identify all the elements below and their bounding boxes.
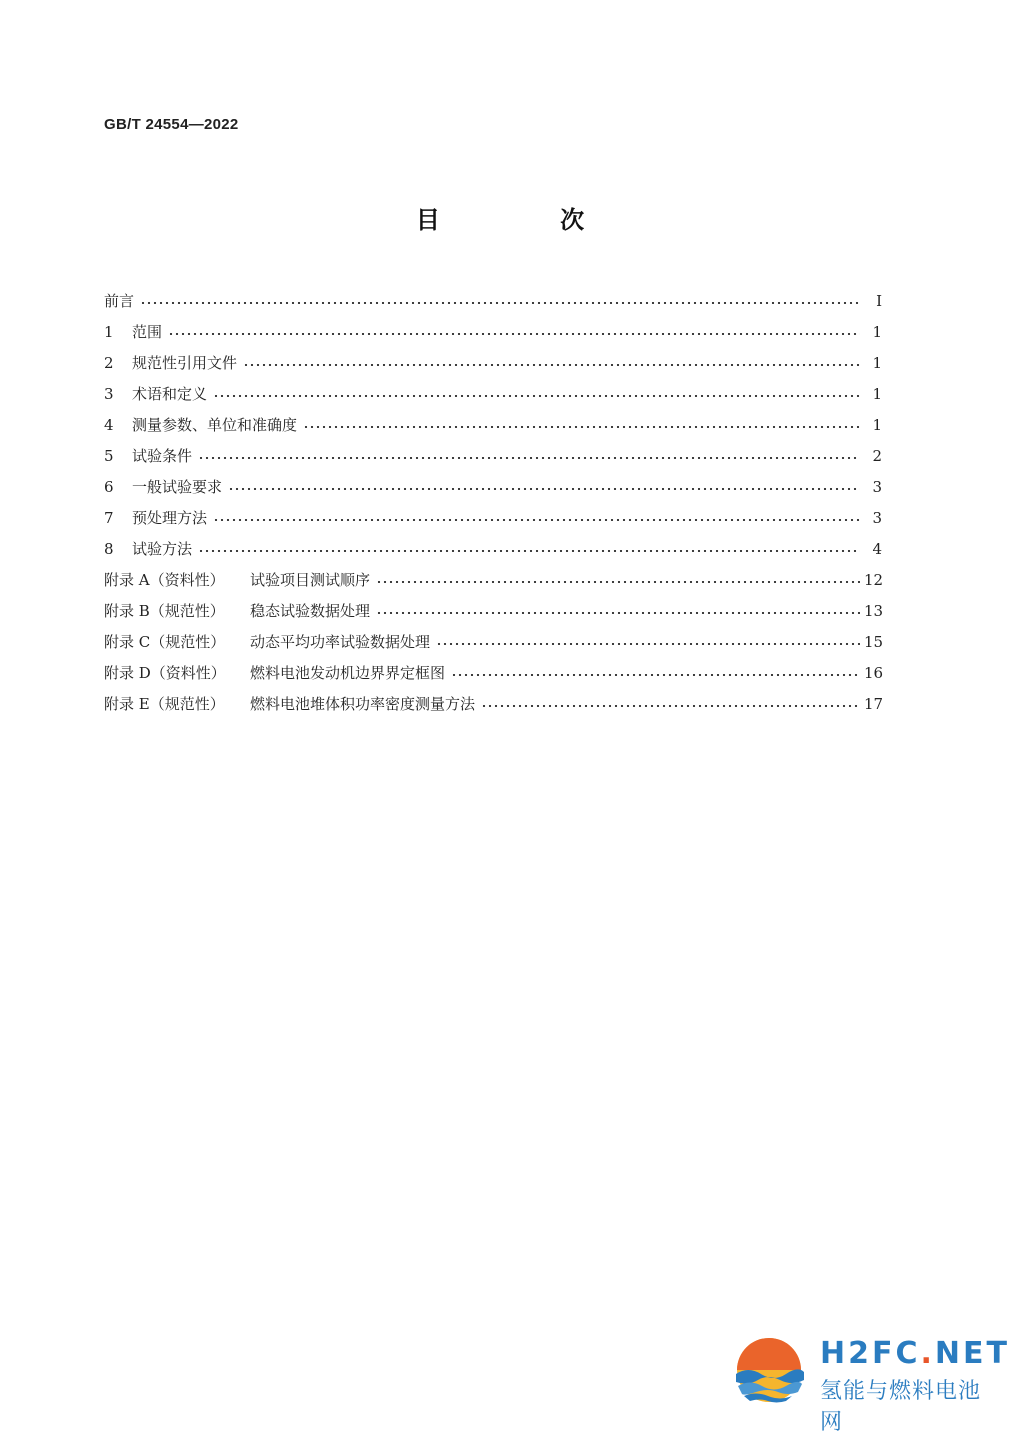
toc-label: 附录 C（规范性） 动态平均功率试验数据处理 xyxy=(104,633,431,651)
toc-label: 前言 xyxy=(104,292,135,310)
toc-label: 4 测量参数、单位和准确度 xyxy=(104,416,298,434)
toc-page-number: 1 xyxy=(872,415,882,434)
toc-row-clause-5[interactable] xyxy=(104,440,882,471)
toc-page-number: 16 xyxy=(864,663,884,682)
page-title: 目 次 xyxy=(415,206,641,234)
toc-label: 2 规范性引用文件 xyxy=(104,354,238,372)
toc-page-number: 4 xyxy=(872,539,882,558)
leader-dots xyxy=(213,395,860,397)
h2fc-logo[interactable] xyxy=(728,1334,1010,1435)
toc-row-annex-e[interactable] xyxy=(104,688,882,719)
toc-row-annex-d[interactable] xyxy=(104,657,882,688)
toc-label: 附录 A（资料性） 试验项目测试顺序 xyxy=(104,571,371,589)
toc-label: 8 试验方法 xyxy=(104,540,193,558)
toc-label: 附录 E（规范性） 燃料电池堆体积功率密度测量方法 xyxy=(104,695,476,713)
leader-dots xyxy=(376,581,860,583)
toc-page-number: 3 xyxy=(872,477,882,496)
toc-page-number: 2 xyxy=(872,446,882,465)
toc-page-number: 12 xyxy=(864,570,884,589)
toc-row-foreword[interactable] xyxy=(104,285,882,316)
toc-page-number: 1 xyxy=(872,384,882,403)
toc-page-number: Ⅰ xyxy=(876,291,882,310)
toc-label: 3 术语和定义 xyxy=(104,385,208,403)
toc-row-annex-b[interactable] xyxy=(104,595,882,626)
logo-text-cn: 氢能与燃料电池网 xyxy=(820,1379,982,1435)
toc-label: 1 范围 xyxy=(104,323,163,341)
leader-dots xyxy=(451,674,860,676)
toc-row-annex-c[interactable] xyxy=(104,626,882,657)
toc-page-number: 1 xyxy=(872,322,882,341)
toc-page-number: 13 xyxy=(864,601,884,620)
toc-page-number: 15 xyxy=(864,632,884,651)
logo-text-en: H2FC.NET xyxy=(820,1336,1010,1371)
leader-dots xyxy=(213,519,860,521)
leader-dots xyxy=(168,333,860,335)
sun-wave-logo-icon xyxy=(728,1334,810,1406)
leader-dots xyxy=(481,705,860,707)
leader-dots xyxy=(436,643,860,645)
toc-label: 5 试验条件 xyxy=(104,447,193,465)
toc-page-number: 1 xyxy=(872,353,882,372)
standard-number: GB/T 24554—2022 xyxy=(104,116,239,133)
toc-row-clause-8[interactable] xyxy=(104,533,882,564)
toc-row-clause-2[interactable] xyxy=(104,347,882,378)
toc-page-number: 17 xyxy=(864,694,884,713)
leader-dots xyxy=(303,426,860,428)
toc-row-clause-6[interactable] xyxy=(104,471,882,502)
leader-dots xyxy=(228,488,860,490)
leader-dots xyxy=(198,457,860,459)
toc-row-clause-7[interactable] xyxy=(104,502,882,533)
toc-row-clause-4[interactable] xyxy=(104,409,882,440)
toc-label: 附录 D（资料性） 燃料电池发动机边界界定框图 xyxy=(104,664,446,682)
leader-dots xyxy=(376,612,860,614)
leader-dots xyxy=(140,302,860,304)
leader-dots xyxy=(198,550,860,552)
toc-label: 7 预处理方法 xyxy=(104,509,208,527)
table-of-contents xyxy=(104,285,882,719)
toc-row-annex-a[interactable] xyxy=(104,564,882,595)
toc-row-clause-1[interactable] xyxy=(104,316,882,347)
toc-page-number: 3 xyxy=(872,508,882,527)
toc-row-clause-3[interactable] xyxy=(104,378,882,409)
leader-dots xyxy=(243,364,860,366)
toc-label: 6 一般试验要求 xyxy=(104,478,223,496)
toc-label: 附录 B（规范性） 稳态试验数据处理 xyxy=(104,602,371,620)
